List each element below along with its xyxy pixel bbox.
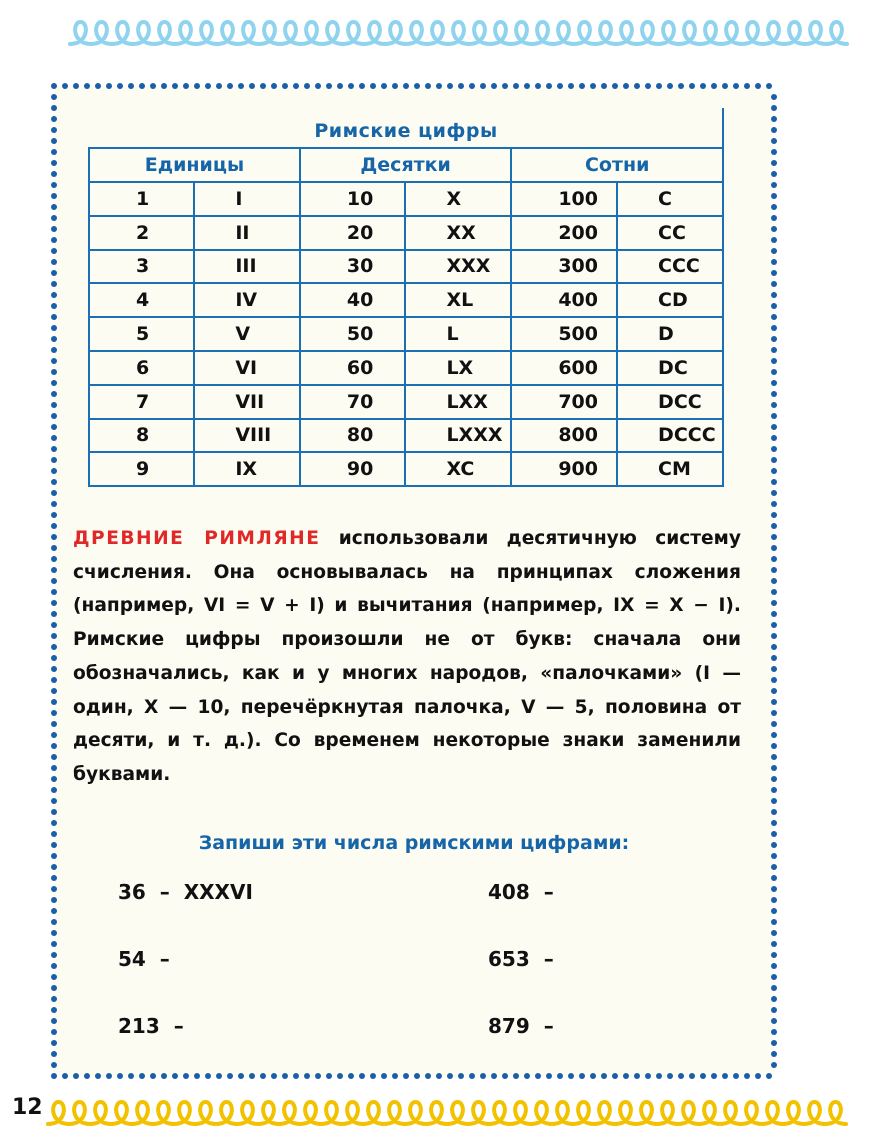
arabic-cell: 8 <box>89 419 194 453</box>
roman-cell: X <box>405 182 511 216</box>
exercise-dash: – <box>543 947 554 971</box>
exercise-dash: – <box>159 947 170 971</box>
arabic-cell: 600 <box>511 351 617 385</box>
roman-cell: CM <box>617 452 723 486</box>
arabic-cell: 80 <box>300 419 406 453</box>
arabic-cell: 90 <box>300 452 406 486</box>
arabic-cell: 70 <box>300 385 406 419</box>
exercise-number: 879 <box>488 1014 530 1038</box>
table-row <box>89 452 723 486</box>
arabic-cell: 6 <box>89 351 194 385</box>
table-row <box>89 283 723 317</box>
roman-cell: CCC <box>617 250 723 284</box>
roman-cell: LX <box>405 351 511 385</box>
roman-cell: II <box>194 216 300 250</box>
roman-cell: CC <box>617 216 723 250</box>
exercise-answer[interactable]: XXXVI <box>183 880 253 904</box>
arabic-cell: 2 <box>89 216 194 250</box>
arabic-cell: 60 <box>300 351 406 385</box>
exercise-item <box>488 1012 568 1040</box>
roman-cell: LXX <box>405 385 511 419</box>
arabic-cell: 4 <box>89 283 194 317</box>
arabic-cell: 300 <box>511 250 617 284</box>
arabic-cell: 40 <box>300 283 406 317</box>
arabic-cell: 50 <box>300 317 406 351</box>
arabic-cell: 700 <box>511 385 617 419</box>
roman-cell: VII <box>194 385 300 419</box>
header-tens: Десятки <box>300 148 511 182</box>
roman-cell: I <box>194 182 300 216</box>
arabic-cell: 1 <box>89 182 194 216</box>
exercise-item <box>118 945 184 973</box>
arabic-cell: 3 <box>89 250 194 284</box>
exercise-dash: – <box>543 1014 554 1038</box>
table-row <box>89 419 723 453</box>
arabic-cell: 800 <box>511 419 617 453</box>
exercise-item <box>118 878 253 906</box>
exercise-item <box>488 945 568 973</box>
roman-cell: D <box>617 317 723 351</box>
exercise-item <box>488 878 568 906</box>
roman-cell: XL <box>405 283 511 317</box>
roman-cell: LXXX <box>405 419 511 453</box>
arabic-cell: 100 <box>511 182 617 216</box>
table-title-divider <box>722 108 724 148</box>
paragraph-highlight: ДРЕВНИЕ РИМЛЯНЕ <box>73 528 321 549</box>
table-row <box>89 351 723 385</box>
bottom-loop-border <box>0 1086 869 1136</box>
exercise-dash: – <box>543 880 554 904</box>
roman-cell: III <box>194 250 300 284</box>
roman-cell: VIII <box>194 419 300 453</box>
arabic-cell: 20 <box>300 216 406 250</box>
exercise-number: 408 <box>488 880 530 904</box>
roman-cell: L <box>405 317 511 351</box>
exercise-number: 213 <box>118 1014 160 1038</box>
paragraph-body: использовали десятичную систему счисления. Она основывалась на принципах сложения (например, VI = V + I) и вычитания (например, IX = X − I). Римские цифры произошли не от букв: сначала они обозначались, как и у многих народов, «палочками» (I — один, X — 10, перечёркнутая палочка, V — 5, половина от десяти, и т. д.). Со временем некоторые знаки заменили буквами. <box>73 528 741 785</box>
table-row <box>89 385 723 419</box>
arabic-cell: 5 <box>89 317 194 351</box>
exercise-item <box>118 1012 198 1040</box>
table-row <box>89 250 723 284</box>
exercise-number: 36 <box>118 880 146 904</box>
arabic-cell: 9 <box>89 452 194 486</box>
arabic-cell: 7 <box>89 385 194 419</box>
header-hundreds: Сотни <box>511 148 723 182</box>
header-units: Единицы <box>89 148 300 182</box>
arabic-cell: 500 <box>511 317 617 351</box>
arabic-cell: 400 <box>511 283 617 317</box>
roman-cell: IX <box>194 452 300 486</box>
intro-paragraph <box>73 522 741 792</box>
exercise-dash: – <box>159 880 170 904</box>
exercise-title: Запиши эти числа римскими цифрами: <box>198 832 630 854</box>
arabic-cell: 200 <box>511 216 617 250</box>
table-row <box>89 317 723 351</box>
roman-cell: IV <box>194 283 300 317</box>
exercise-number: 653 <box>488 947 530 971</box>
table-row <box>89 182 723 216</box>
roman-cell: DCC <box>617 385 723 419</box>
roman-cell: VI <box>194 351 300 385</box>
top-loop-border <box>0 6 869 56</box>
exercise-number: 54 <box>118 947 146 971</box>
roman-numerals-table <box>88 147 724 487</box>
roman-cell: XXX <box>405 250 511 284</box>
table-title: Римские цифры <box>314 120 498 142</box>
roman-cell: DCCC <box>617 419 723 453</box>
roman-cell: CD <box>617 283 723 317</box>
arabic-cell: 30 <box>300 250 406 284</box>
roman-cell: C <box>617 182 723 216</box>
arabic-cell: 900 <box>511 452 617 486</box>
arabic-cell: 10 <box>300 182 406 216</box>
roman-cell: XX <box>405 216 511 250</box>
table-header-row <box>89 148 723 182</box>
roman-cell: XC <box>405 452 511 486</box>
page-number: 12 <box>12 1095 43 1120</box>
exercise-dash: – <box>173 1014 184 1038</box>
roman-cell: V <box>194 317 300 351</box>
roman-cell: DC <box>617 351 723 385</box>
table-row <box>89 216 723 250</box>
